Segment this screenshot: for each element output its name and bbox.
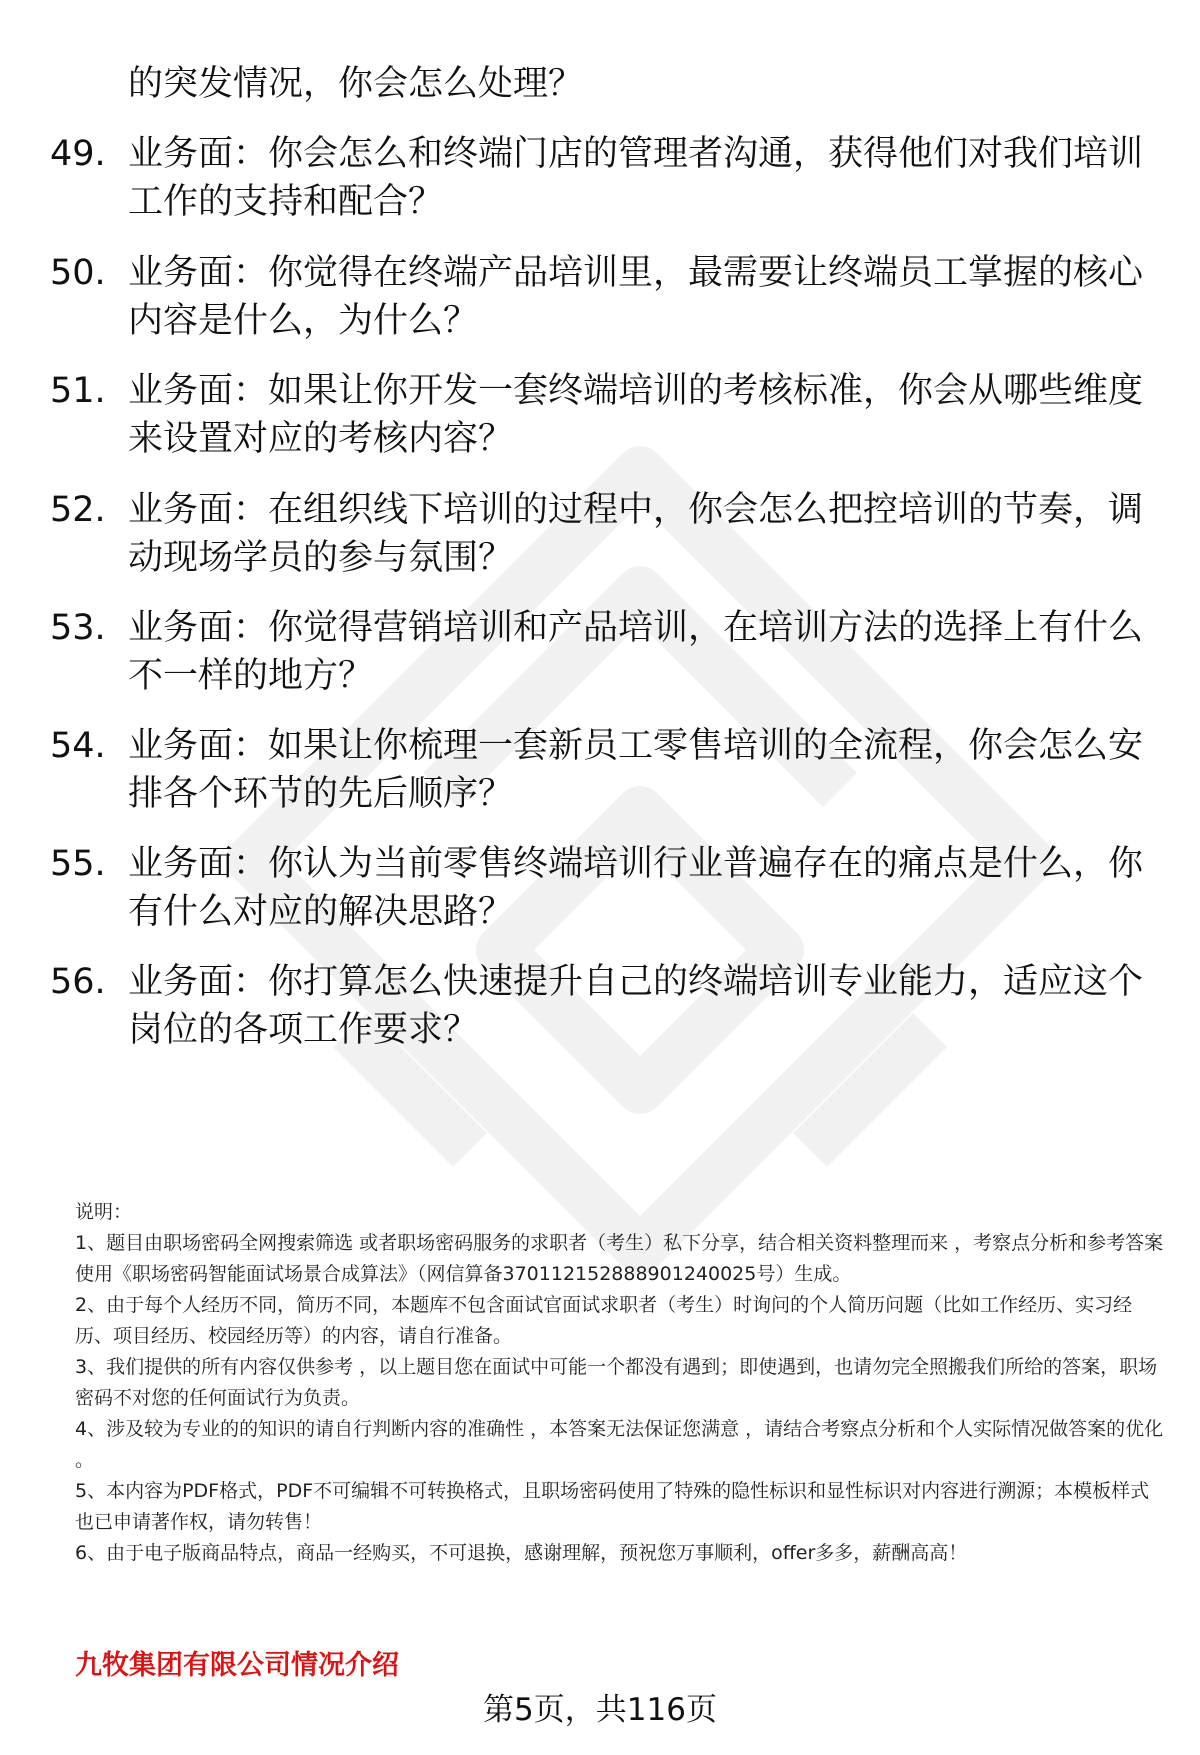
question-text: 业务面：如果让你开发一套终端培训的考核标准，你会从哪些维度来设置对应的考核内容？ [128,371,1144,459]
question-number: 54. [50,726,106,766]
question-number: 51. [50,371,106,411]
question-number: 49. [50,134,106,174]
question-text: 业务面：你认为当前零售终端培训行业普遍存在的痛点是什么，你有什么对应的解决思路？ [128,844,1144,932]
note-item: 3、我们提供的所有内容仅供参考 ，以上题目您在面试中可能一个都没有遇到；即使遇到，也请勿完全照搬我们所给的答案，职场密码不对您的任何面试行为负责。 [75,1356,1158,1409]
question-number: 53. [50,608,106,648]
question-text: 业务面：你打算怎么快速提升自己的终端培训专业能力，适应这个岗位的各项工作要求？ [128,962,1144,1050]
question-number: 56. [50,962,106,1002]
question-number: 50. [50,253,106,293]
question-text: 业务面：在组织线下培训的过程中，你会怎么把控培训的节奏，调动现场学员的参与氛围？ [128,490,1144,578]
page-number: 第5页，共116页 [483,1692,717,1728]
notes-title: 说明： [75,1201,133,1223]
question-number: 55. [50,844,106,884]
note-item: 1、题目由职场密码全网搜索筛选 或者职场密码服务的求职者（考生）私下分享，结合相关资料整理而来 ，考察点分析和参考答案使用《职场密码智能面试场景合成算法》（网信算备370112152888901240025号）生成。 [75,1232,1164,1285]
company-heading: 九牧集团有限公司情况介绍 [75,1650,399,1681]
question-continuation: 的突发情况，你会怎么处理？ [128,64,584,104]
note-item: 6、由于电子版商品特点，商品一经购买，不可退换，感谢理解，预祝您万事顺利，offer多多，薪酬高高！ [75,1542,968,1564]
question-text: 业务面：如果让你梳理一套新员工零售培训的全流程，你会怎么安排各个环节的先后顺序？ [128,726,1144,814]
note-item: 2、由于每个人经历不同，简历不同，本题库不包含面试官面试求职者（考生）时询问的个人简历问题（比如工作经历、实习经历、项目经历、校园经历等）的内容，请自行准备。 [75,1294,1133,1347]
question-text: 业务面：你觉得营销培训和产品培训，在培训方法的选择上有什么不一样的地方？ [128,608,1144,696]
disclaimer-notes [75,1197,1165,1569]
question-text: 业务面：你觉得在终端产品培训里，最需要让终端员工掌握的核心内容是什么，为什么？ [128,253,1144,341]
question-number: 52. [50,490,106,530]
question-text: 业务面：你会怎么和终端门店的管理者沟通，获得他们对我们培训工作的支持和配合？ [128,134,1144,222]
note-item: 5、本内容为PDF格式，PDF不可编辑不可转换格式，且职场密码使用了特殊的隐性标识和显性标识对内容进行溯源；本模板样式也已申请著作权，请勿转售！ [75,1480,1150,1533]
note-item: 4、涉及较为专业的的知识的请自行判断内容的准确性 ，本答案无法保证您满意 ，请结合考察点分析和个人实际情况做答案的优化 。 [75,1418,1164,1471]
